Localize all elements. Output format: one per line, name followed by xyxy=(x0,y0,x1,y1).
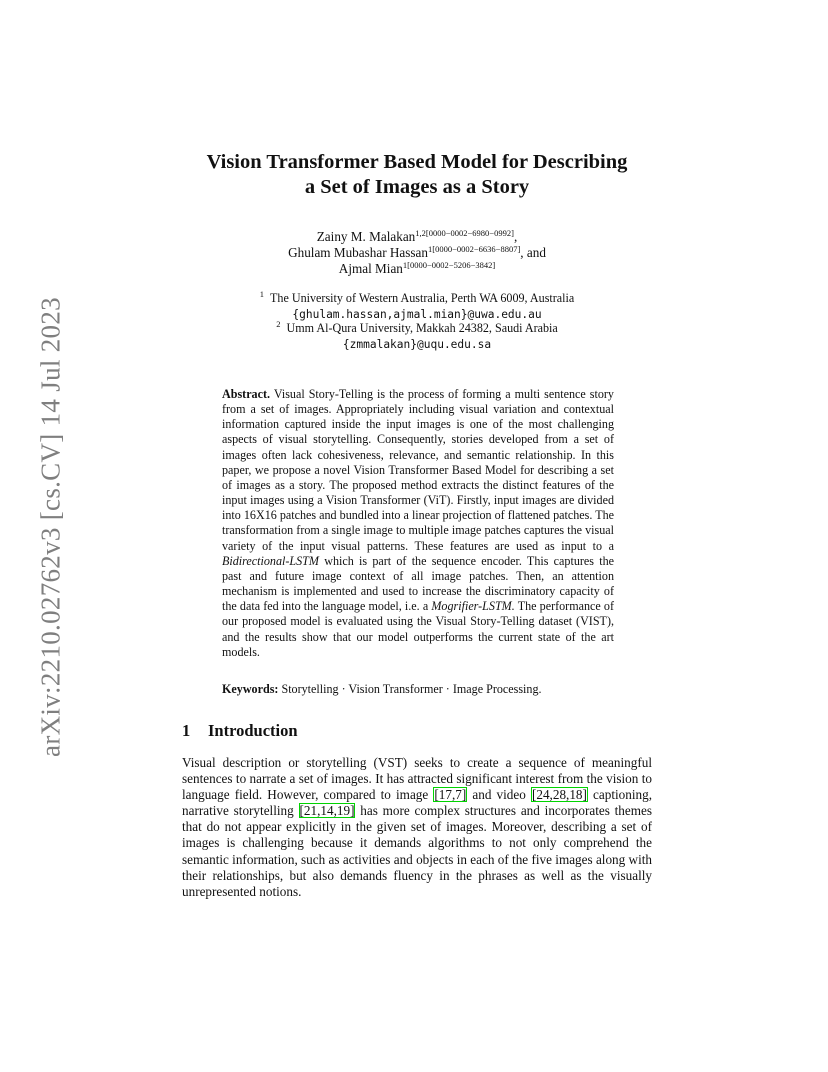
author-2-name: Ghulam Mubashar Hassan xyxy=(288,245,428,260)
author-1-separator: , xyxy=(513,229,518,244)
intro-text-4: has more complex structures and incorporates themes that do not appear explicitly in the given set of images. Moreover, describing a set of images is challenging because it demands algorithms to not only comprehend the semantic information, such as activities and objects in each of the five images along with their relationships, but also demands fluency in the phrases as well as the visually unrepresented notions. xyxy=(182,803,652,899)
affiliation-2-email-text: {zmmalakan}@uqu.edu.sa xyxy=(342,338,492,351)
author-3-name: Ajmal Mian xyxy=(338,261,403,276)
keywords xyxy=(222,682,614,697)
affiliation-1 xyxy=(182,290,652,306)
author-2-separator: , and xyxy=(520,245,546,260)
title-line-1: Vision Transformer Based Model for Describing xyxy=(206,151,628,173)
affiliation-2-text: Umm Al-Qura University, Makkah 24382, Saudi Arabia xyxy=(286,321,558,335)
affiliation-1-mark: 1 xyxy=(259,289,264,299)
title-line-2: a Set of Images as a Story xyxy=(304,176,530,198)
author-3-orcid: 1[0000−0002−5206−3842] xyxy=(402,260,496,270)
citation-link[interactable]: [17,7] xyxy=(434,787,467,803)
citation-link[interactable]: [21,14,19] xyxy=(299,803,355,819)
affiliation-1-text: The University of Western Australia, Perth WA 6009, Australia xyxy=(270,291,575,305)
section-heading xyxy=(182,721,298,741)
abstract-label: Abstract. xyxy=(222,387,271,401)
abstract-text-c: The performance of our proposed model is evaluated using the Visual Story-Telling dataset (VIST), and the results show that our model outperforms the current state of the art models. xyxy=(222,599,614,659)
keywords-label: Keywords: xyxy=(222,682,279,696)
affiliation-2-mark: 2 xyxy=(276,319,281,329)
intro-text-2: and video xyxy=(472,787,526,803)
section-title: Introduction xyxy=(208,721,298,740)
abstract-emph-mogrifier: Mogrifier-LSTM. xyxy=(431,599,515,614)
abstract xyxy=(222,387,614,660)
section-number: 1 xyxy=(182,721,191,740)
author-2-orcid: 1[0000−0002−6636−8807] xyxy=(427,244,521,254)
arxiv-identifier-stamp: arXiv:2210.02762v3 [cs.CV] 14 Jul 2023 xyxy=(35,297,66,757)
paper-title xyxy=(182,150,652,200)
affiliation-2 xyxy=(182,320,652,336)
intro-text-3: captioning, narrative storytelling xyxy=(182,787,653,819)
author-line-3 xyxy=(182,261,652,277)
affiliation-2-email xyxy=(182,336,652,353)
author-line-2 xyxy=(182,245,652,261)
keywords-text: Storytelling · Vision Transformer · Image Processing. xyxy=(281,682,542,696)
abstract-text-b: which is part of the sequence encoder. This captures the past and future image context of all image patches. Then, an attention mechanism is implemented and used to increase the discriminatory capacity of the data fed into the language model, i.e. a xyxy=(222,553,614,614)
affiliation-1-email-text: {ghulam.hassan,ajmal.mian}@uwa.edu.au xyxy=(292,308,542,321)
author-1-name: Zainy M. Malakan xyxy=(316,229,416,244)
intro-text-1: Visual description or storytelling (VST) seeks to create a sequence of meaningful sentences to narrate a set of images. It has attracted significant interest from the vision to language field. However, compared to image xyxy=(182,755,652,803)
abstract-text-a: Visual Story-Telling is the process of forming a multi sentence story from a set of images. Appropriately including visual variation and contextual information captured inside the input images is one of the most challenging aspects of visual storytelling. Consequently, stories developed from a set of images often lack cohesiveness, relevance, and semantic relationship. In this paper, we propose a novel Vision Transformer Based Model for describing a set of images as a story. The proposed method extracts the distinct features of the input images using a Vision Transformer (ViT). Firstly, input images are divided into 16X16 patches and bundled into a linear projection of flattened patches. The transformation from a single image to multiple image patches captures the visual variety of the input visual patterns. These features are used as input to a xyxy=(222,387,614,553)
author-line-1 xyxy=(182,229,652,245)
introduction-paragraph xyxy=(182,755,652,900)
author-1-orcid: 1,2[0000−0002−6980−0992] xyxy=(415,228,514,238)
abstract-emph-bilstm: Bidirectional-LSTM xyxy=(222,553,319,568)
citation-link[interactable]: [24,28,18] xyxy=(531,787,587,803)
